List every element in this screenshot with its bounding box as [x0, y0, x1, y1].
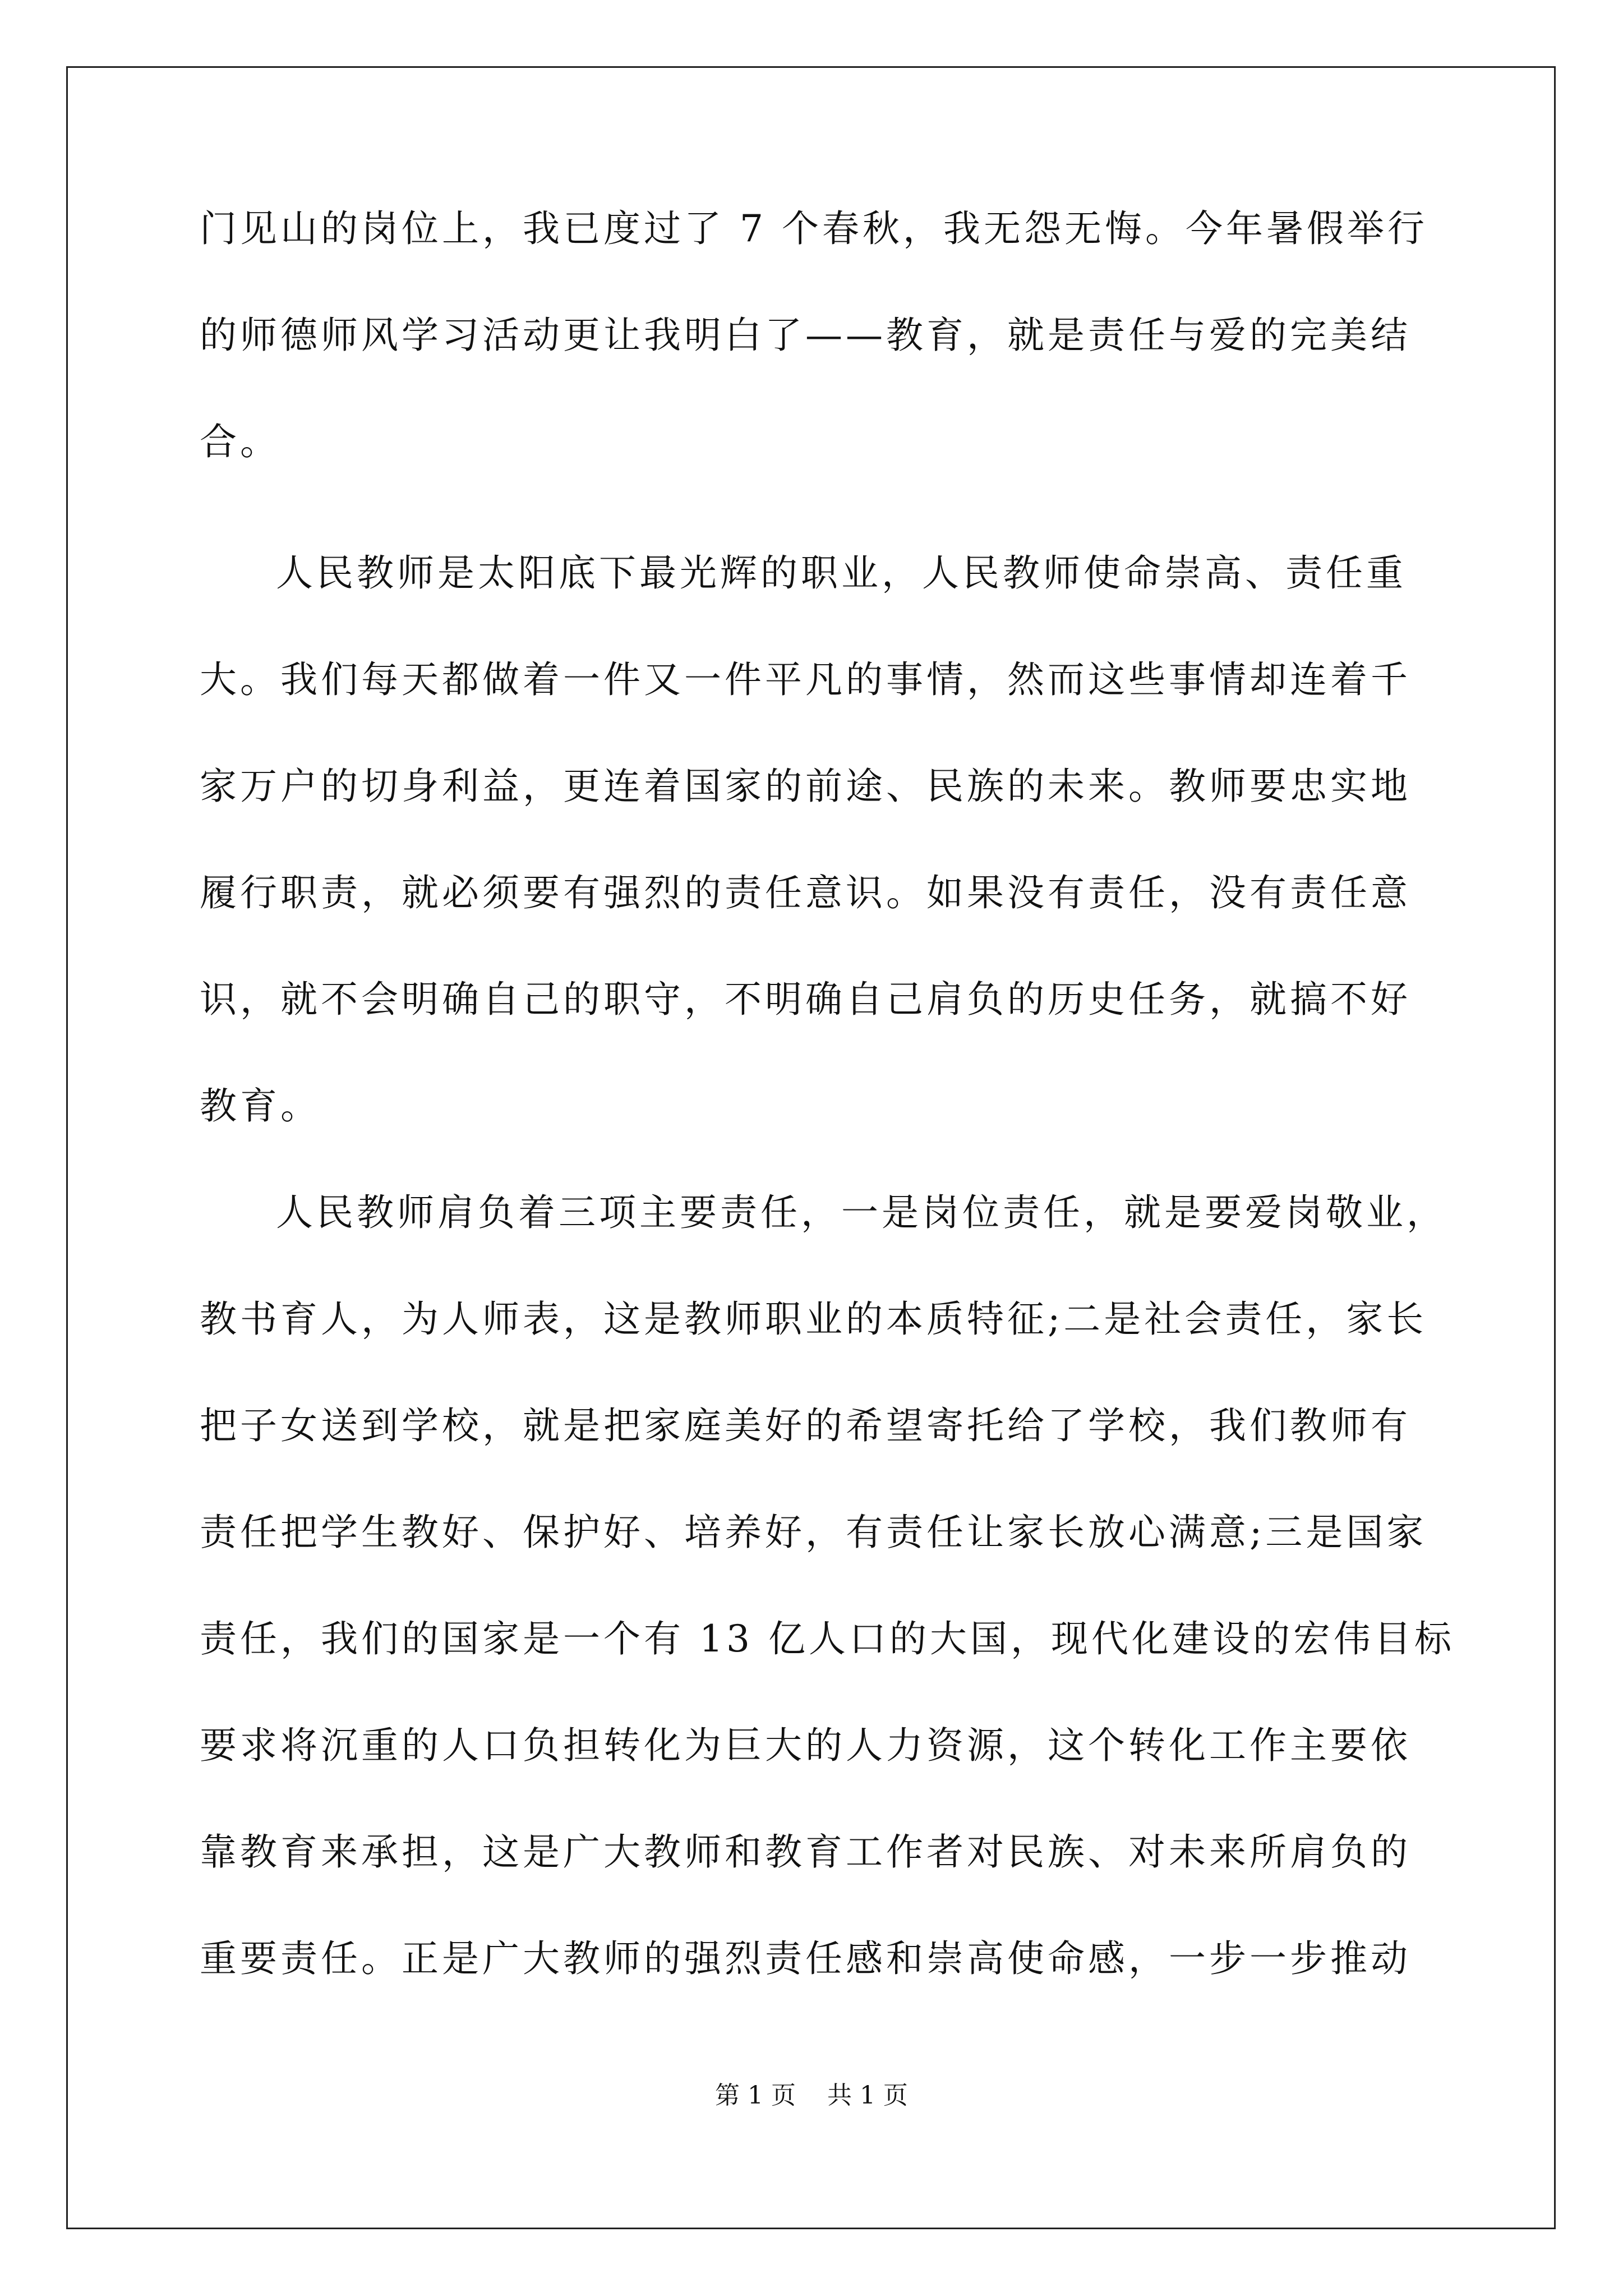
page-footer: 第 1 页 共 1 页 — [715, 2081, 908, 2110]
text-line: 门见山的岗位上，我已度过了 7 个春秋，我无怨无悔。今年暑假举行 — [200, 207, 1428, 250]
text-line: 的师德师风学习活动更让我明白了——教育，就是责任与爱的完美结 — [200, 314, 1411, 357]
text-line: 履行职责，就必须要有强烈的责任意识。如果没有责任，没有责任意 — [200, 871, 1411, 914]
page-border — [66, 66, 1556, 2229]
text-line: 教书育人，为人师表，这是教师职业的本质特征;二是社会责任，家长 — [200, 1297, 1427, 1341]
text-line: 大。我们每天都做着一件又一件平凡的事情，然而这些事情却连着千 — [200, 658, 1411, 701]
paragraph-first-line: 人民教师是太阳底下最光辉的职业，人民教师使命崇高、责任重 — [276, 551, 1407, 595]
text-line: 责任，我们的国家是一个有 13 亿人口的大国，现代化建设的宏伟目标 — [200, 1617, 1455, 1660]
paragraph-first-line: 人民教师肩负着三项主要责任，一是岗位责任，就是要爱岗敬业， — [276, 1191, 1447, 1234]
text-line: 要求将沉重的人口负担转化为巨大的人力资源，这个转化工作主要依 — [200, 1724, 1411, 1767]
text-line: 合。 — [200, 420, 280, 463]
text-line: 重要责任。正是广大教师的强烈责任感和崇高使命感，一步一步推动 — [200, 1937, 1411, 1980]
text-line: 识，就不会明确自己的职守，不明确自己肩负的历史任务，就搞不好 — [200, 978, 1411, 1021]
text-line: 把子女送到学校，就是把家庭美好的希望寄托给了学校，我们教师有 — [200, 1404, 1411, 1447]
text-line: 家万户的切身利益，更连着国家的前途、民族的未来。教师要忠实地 — [200, 765, 1411, 808]
text-line: 教育。 — [200, 1084, 321, 1128]
text-line: 靠教育来承担，这是广大教师和教育工作者对民族、对未来所肩负的 — [200, 1830, 1411, 1874]
text-line: 责任把学生教好、保护好、培养好，有责任让家长放心满意;三是国家 — [200, 1511, 1427, 1554]
